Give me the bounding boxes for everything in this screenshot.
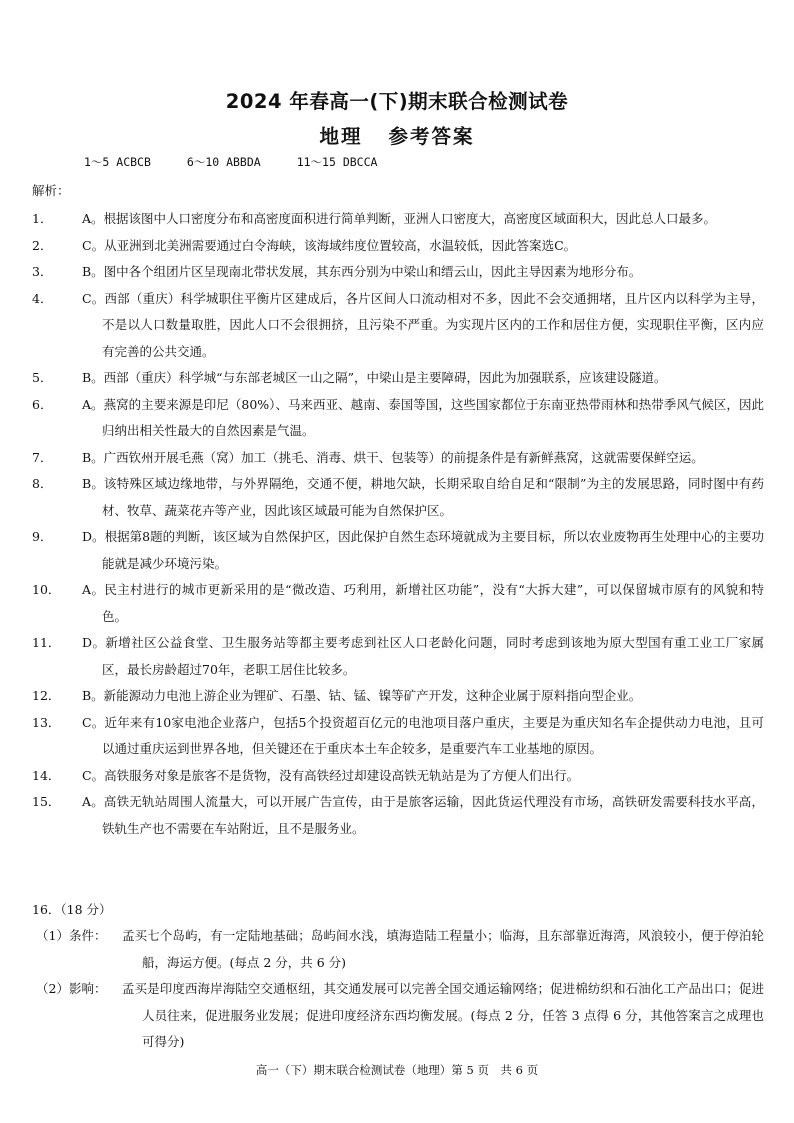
item-text: C。近年来有10家电池企业落户，包括5个投资超百亿元的电池项目落户重庆，主要是为重庆知名车企提供动力电池，且可以通过重庆运到世界各地，但关键还在于重庆本土车企较多，是重要汽车工业基地的原因。 (82, 714, 764, 756)
part-text: 孟买是印度西海岸海陆空交通枢纽，其交通发展可以完善全国交通运输网络；促进棉纺织和石油化工产品出口；促进人员往来，促进服务业发展；促进印度经济东西均衡发展。(每点 2 分，任答 3 点得 6 分，其他答案言之成理也可得分) (122, 981, 764, 1049)
analysis-item (0, 286, 794, 366)
item-number: 7． (32, 449, 53, 465)
analysis-item (0, 683, 794, 710)
subtitle (0, 121, 794, 149)
item-text: B。图中各个组团片区呈现南北带状发展，其东西分别为中梁山和缙云山，因此主导因素为地形分布。 (82, 264, 642, 279)
subject-label: 地理 (319, 125, 363, 148)
answers-group-3: 11～15 DBCCA (296, 155, 378, 169)
analysis-item (0, 365, 794, 392)
item-text: A。根据该图中人口密度分布和高密度面积进行简单判断，亚洲人口密度大，高密度区域面积大，因此总人口最多。 (82, 211, 717, 226)
item-text: B。该特殊区域边缘地带，与外界隔绝，交通不便，耕地欠缺，长期采取自给自足和“限制”为主的发展思路，同时图中有药材、牧草、蔬菜花卉等产业，因此该区域最可能为自然保护区。 (82, 476, 764, 518)
item-number: 15． (32, 794, 61, 809)
analysis-item (0, 577, 794, 630)
item-number: 1． (32, 211, 53, 226)
analysis-item (0, 259, 794, 286)
item-number: 8． (32, 476, 53, 491)
analysis-item (0, 789, 794, 842)
page-footer: 高一（下）期末联合检测试卷（地理）第 5 页 共 6 页 (255, 1063, 539, 1077)
item-number: 4． (32, 290, 53, 306)
item-number: 2． (32, 237, 53, 253)
item-text: C。西部（重庆）科学城职住平衡片区建成后，各片区间人口流动相对不多，因此不会交通拥堵，且片区内以科学为主导，不是以人口数量取胜，因此人口不会很拥挤，且污染不严重。为实现片区内的工作和居住方便，实现职住平衡，区内应有完善的公共交通。 (82, 290, 764, 359)
item-text: D。新增社区公益食堂、卫生服务站等都主要考虑到社区人口老龄化问题，同时考虑到该地为原大型国有重工业工厂家属区，最长房龄超过70年，老职工居住比较多。 (82, 635, 764, 677)
answers-group-1: 1～5 ACBCB (84, 155, 151, 169)
analysis-item (0, 392, 794, 445)
analysis-item (0, 630, 794, 683)
item-text: C。高铁服务对象是旅客不是货物，没有高铁经过却建设高铁无轨站是为了方便人们出行。 (82, 767, 580, 783)
answers-group-2: 6～10 ABBDA (186, 155, 261, 169)
analysis-item (0, 471, 794, 524)
item-number: 9． (32, 529, 53, 544)
item-number: 3． (32, 264, 53, 279)
item-number: 6． (32, 396, 53, 412)
question-16-part-1 (0, 923, 794, 976)
item-number: 12． (32, 688, 61, 703)
item-number: 11． (32, 635, 61, 650)
item-text: B。新能源动力电池上游企业为锂矿、石墨、钴、锰、镍等矿产开发，这种企业属于原料指向型企业。 (82, 688, 642, 703)
analysis-item (0, 206, 794, 233)
analysis-list (0, 206, 794, 842)
analysis-item (0, 233, 794, 260)
analysis-item (0, 524, 794, 577)
analysis-item (0, 710, 794, 763)
item-text: D。根据第8题的判断，该区域为自然保护区，因此保护自然生态环境就成为主要目标，所以农业废物再生处理中心的主要功能就是减少环境污染。 (82, 529, 764, 571)
item-text: B。广西钦州开展毛燕（窝）加工（挑毛、消毒、烘干、包装等）的前提条件是有新鲜燕窝，这就需要保鲜空运。 (82, 449, 704, 465)
item-text: B。西部（重庆）科学城“与东部老城区一山之隔”，中梁山是主要障碍，因此为加强联系，应该建设隧道。 (82, 370, 667, 385)
analysis-item (0, 445, 794, 472)
part-text: 孟买七个岛屿，有一定陆地基础；岛屿间水浅，填海造陆工程量小；临海，且东部靠近海湾，风浪较小，便于停泊轮船，海运方便。(每点 2 分，共 6 分) (122, 928, 764, 970)
item-text: A。民主村进行的城市更新采用的是“微改造、巧利用，新增社区功能”，没有“大拆大建”，可以保留城市原有的风貌和特色。 (82, 582, 764, 624)
part-tag: （2）影响： (36, 981, 107, 996)
question-16-title: 16．（18 分） (32, 902, 112, 917)
analysis-label: 解析： (32, 183, 70, 198)
item-number: 13． (32, 714, 61, 730)
answer-key-label: 参考答案 (388, 125, 475, 148)
question-16-part-2 (0, 976, 794, 1056)
answer-key-row (84, 154, 377, 170)
analysis-item (0, 763, 794, 790)
item-text: A。燕窝的主要来源是印尼（80%）、马来西亚、越南、泰国等国，这些国家都位于东南亚热带雨林和热带季风气候区，因此归纳出相关性最大的自然因素是气温。 (82, 396, 764, 438)
item-text: A。高铁无轨站周围人流量大，可以开展广告宣传，由于是旅客运输，因此货运代理没有市场，高铁研发需要科技水平高，铁轨生产也不需要在车站附近，且不是服务业。 (82, 794, 764, 836)
item-text: C。从亚洲到北美洲需要通过白令海峡，该海域纬度位置较高，水温较低，因此答案选C。 (82, 237, 577, 253)
part-tag: （1）条件： (36, 928, 107, 943)
exam-title: 2024 年春高一(下)期末联合检测试卷 (225, 90, 569, 113)
item-number: 5． (32, 370, 53, 385)
item-number: 14． (32, 767, 61, 783)
item-number: 10． (32, 582, 61, 597)
